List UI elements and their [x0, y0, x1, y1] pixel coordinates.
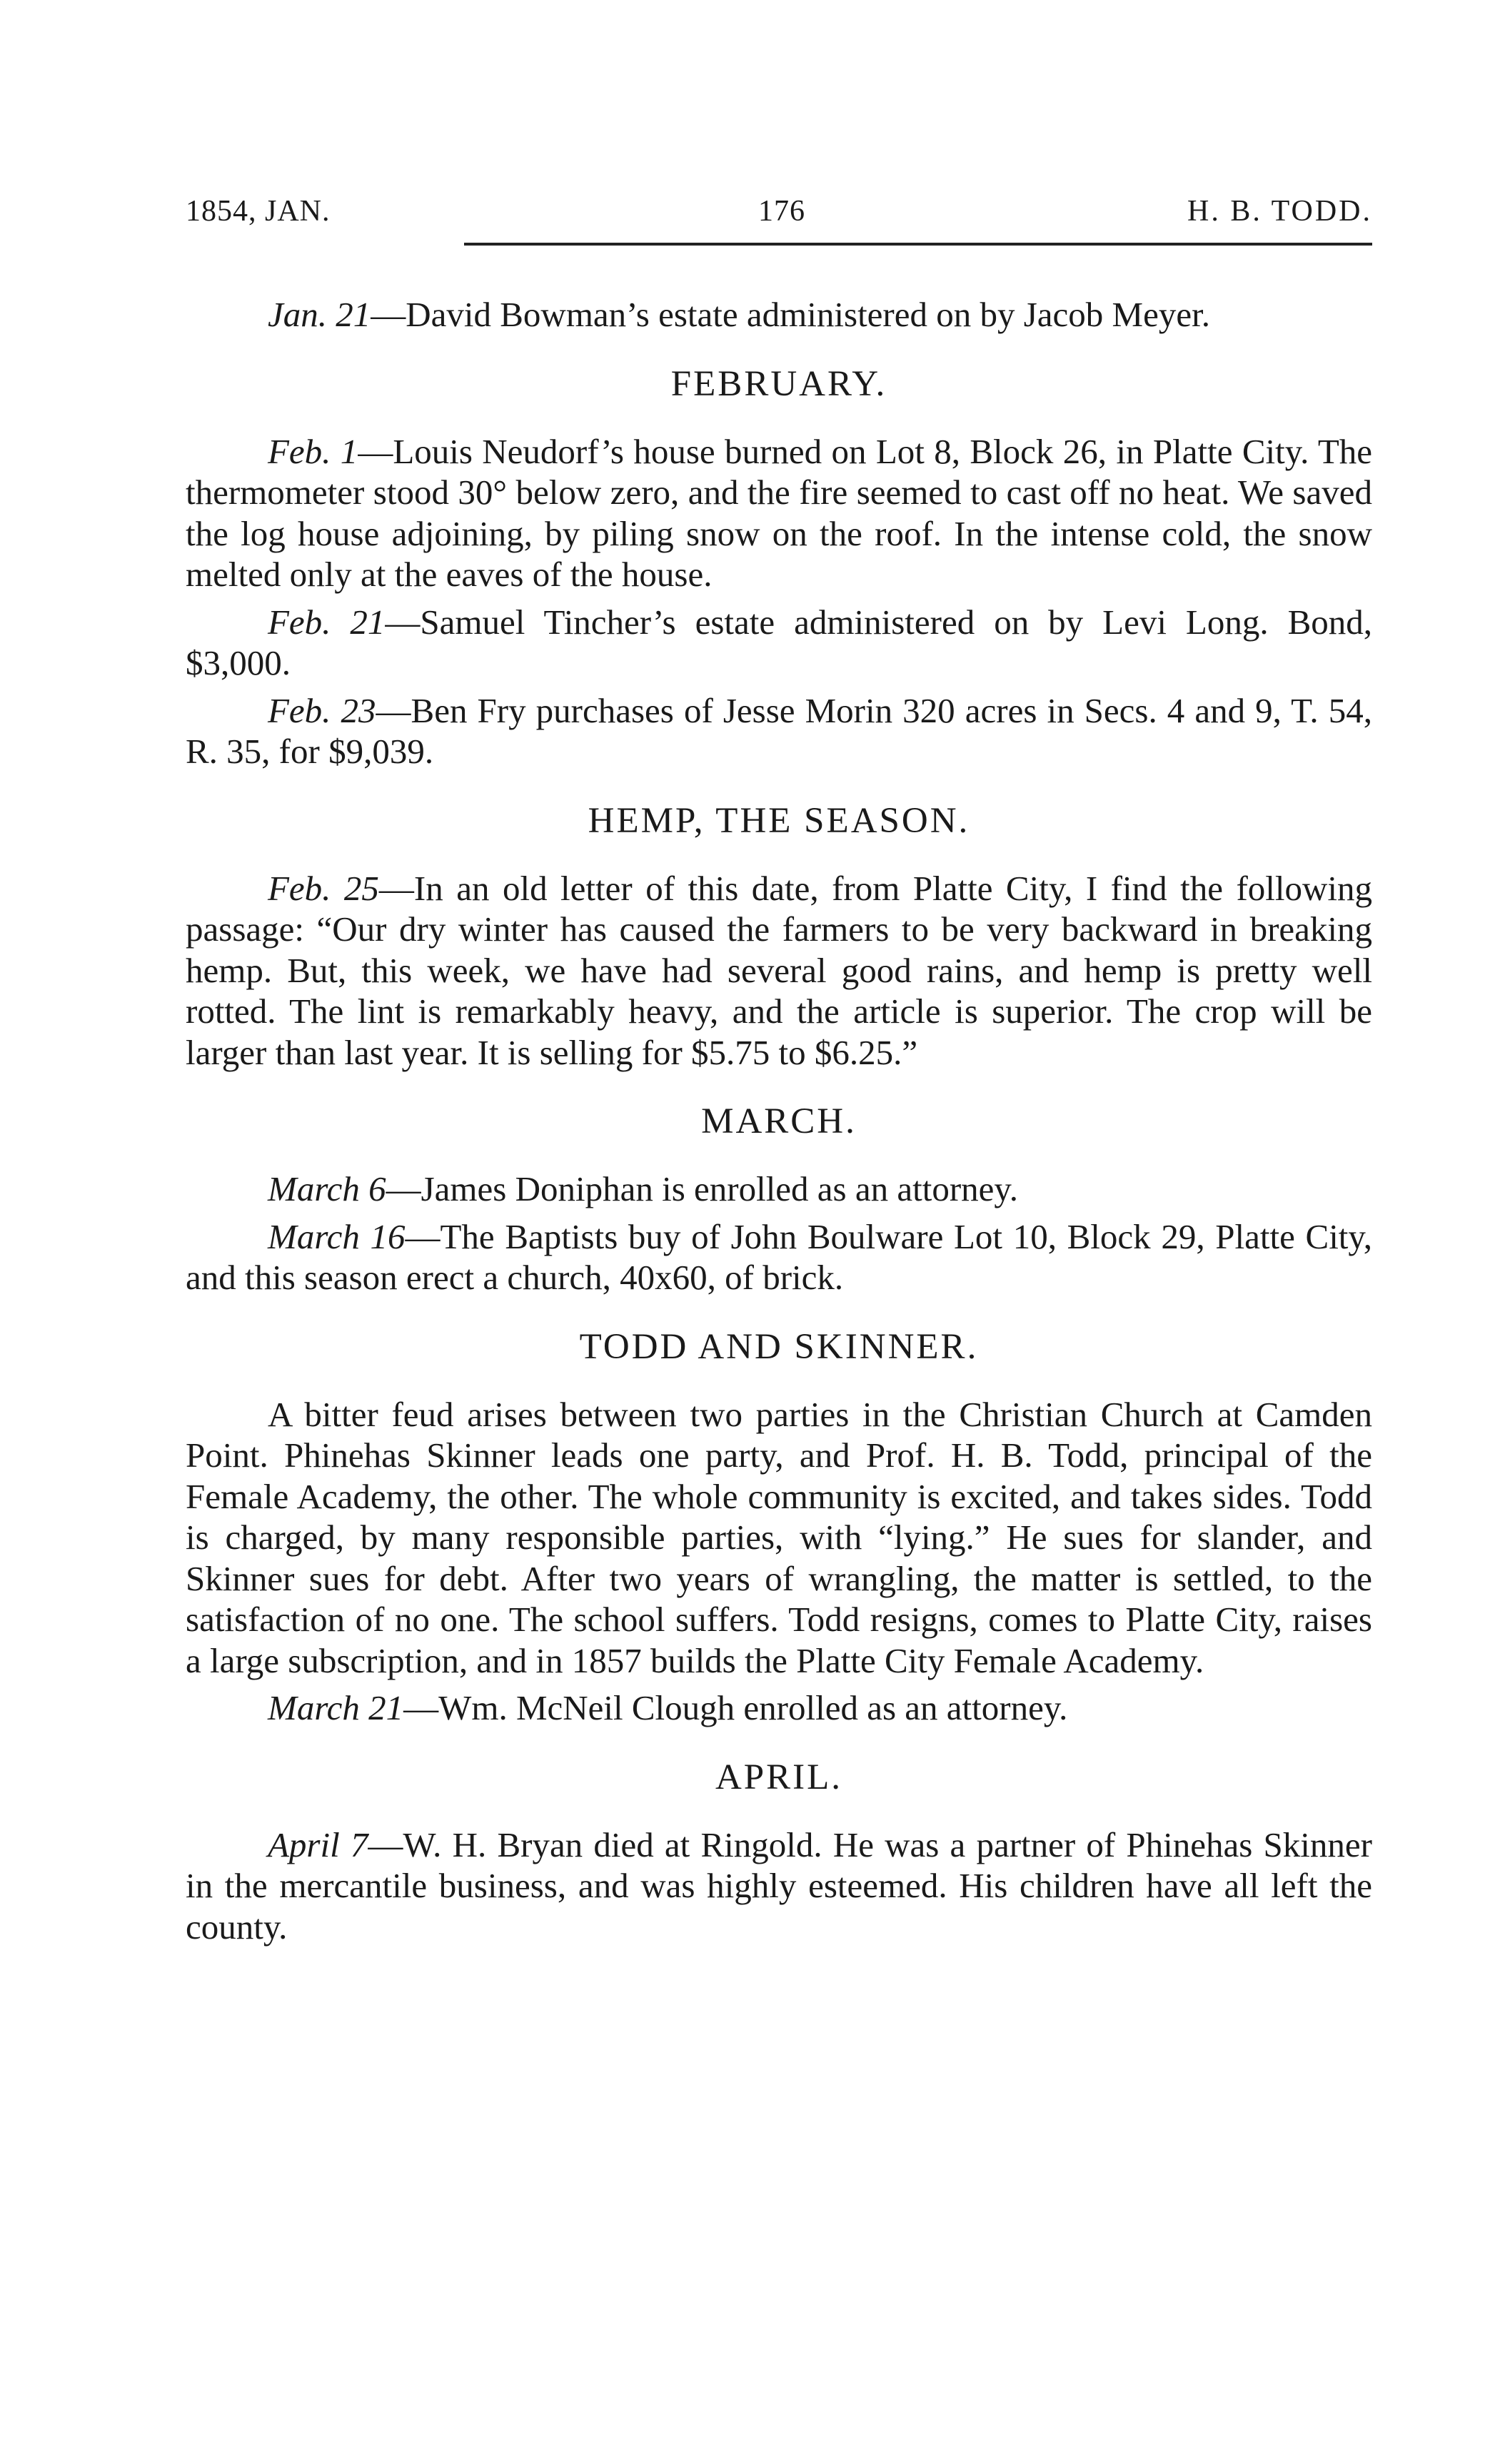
entry-march-16: [186, 1216, 1372, 1298]
paragraph-todd-skinner-feud: A bitter feud arises between two parties in the Christian Church at Camden Point. Phinehas Skinner leads one party, and Prof. H. B. Todd, principal of the Female Academy, the other. The whole community is excited, and takes sides. Todd is charged, by many responsible parties, with “lying.” He sues for slander, and Skinner sues for debt. After two years of wrangling, the matter is settled, to the satisfaction of no one. The school suffers. Todd resigns, comes to Platte City, raises a large subscription, and in 1857 builds the Platte City Female Academy.: [186, 1394, 1372, 1680]
entry-date: March 6: [268, 1169, 386, 1208]
section-heading-todd-and-skinner: TODD AND SKINNER.: [579, 1326, 979, 1367]
entry-date: Jan. 21: [268, 295, 371, 334]
entry-date: Feb. 1: [268, 431, 358, 471]
entry-text: —W. H. Bryan died at Ringold. He was a partner of Phinehas Skinner in the mercantile business, and was highly esteemed. His children have all left the county.: [186, 1824, 1372, 1947]
section-heading-february: FEBRUARY.: [670, 363, 887, 404]
entry-march-21: [186, 1687, 1372, 1729]
entry-march-6: [186, 1168, 1372, 1210]
entry-feb-25: [186, 868, 1372, 1074]
entry-feb-1: [186, 431, 1372, 595]
entry-jan-21: [186, 294, 1372, 335]
header-rule: [464, 243, 1372, 246]
entry-feb-21: [186, 602, 1372, 684]
section-heading-hemp: HEMP, THE SEASON.: [588, 800, 970, 841]
page-number: 176: [758, 195, 805, 228]
running-head: [186, 194, 1372, 237]
entry-date: Feb. 23: [268, 690, 376, 730]
running-head-date: 1854, JAN.: [186, 195, 331, 228]
entry-date: Feb. 25: [268, 868, 379, 908]
section-heading-march: MARCH.: [701, 1101, 857, 1141]
entry-text: —Samuel Tincher’s estate administered on by Levi Long. Bond, $3,000.: [186, 602, 1373, 682]
entry-april-7: [186, 1824, 1372, 1948]
entry-text: —In an old letter of this date, from Platte City, I find the following passage: “Our dry winter has caused the farmers to be very backward in breaking hemp. But, this week, we have had several good rains, and hemp is pretty well rotted. The lint is remarkably heavy, and the article is superior. The crop will be larger than last year. It is selling for $5.75 to $6.25.”: [186, 868, 1372, 1072]
running-head-author: H. B. TODD.: [1187, 195, 1372, 228]
entry-feb-23: [186, 690, 1372, 772]
entry-date: March 21: [268, 1688, 404, 1727]
section-heading-april: APRIL.: [715, 1757, 843, 1797]
entry-date: April 7: [268, 1824, 368, 1864]
page-body: [186, 294, 1372, 1954]
entry-text: —David Bowman’s estate administered on by Jacob Meyer.: [371, 295, 1210, 334]
entry-text: —Wm. McNeil Clough enrolled as an attorney.: [403, 1688, 1068, 1727]
entry-date: March 16: [268, 1216, 406, 1256]
entry-text: —James Doniphan is enrolled as an attorney.: [386, 1169, 1018, 1208]
entry-text: —Ben Fry purchases of Jesse Morin 320 acres in Secs. 4 and 9, T. 54, R. 35, for $9,039.: [186, 690, 1372, 771]
entry-date: Feb. 21: [268, 602, 386, 642]
entry-text: —Louis Neudorf’s house burned on Lot 8, Block 26, in Platte City. The thermometer stood 30° below zero, and the fire seemed to cast off no heat. We saved the log house adjoining, by piling snow on the roof. In the intense cold, the snow melted only at the eaves of the house.: [186, 431, 1373, 594]
entry-text: —The Baptists buy of John Boulware Lot 10, Block 29, Platte City, and this season erect a church, 40x60, of brick.: [186, 1216, 1372, 1297]
